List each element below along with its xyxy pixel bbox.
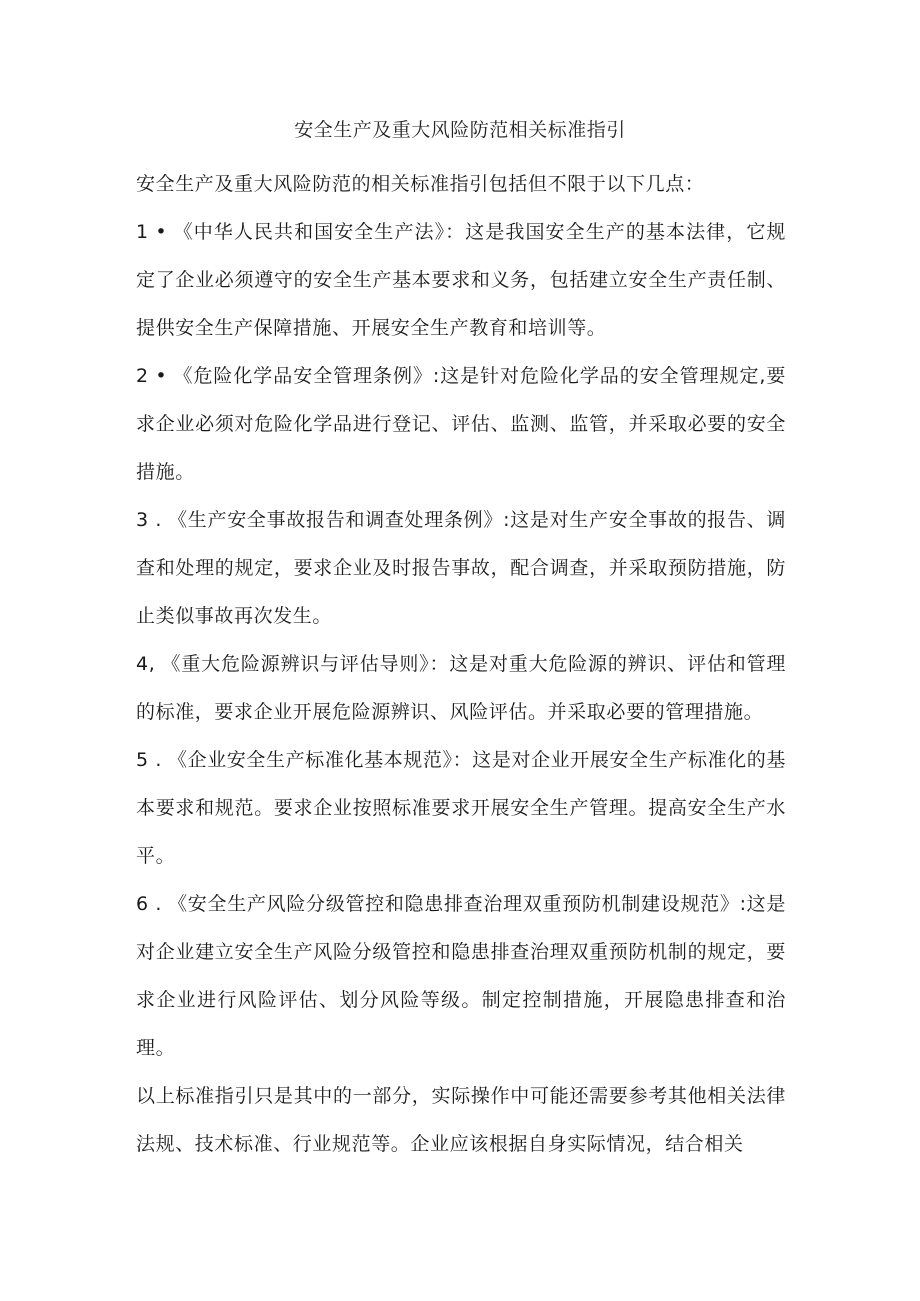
item-number: 3 . [136, 509, 162, 531]
list-item [136, 208, 786, 352]
item-text: 《中华人民共和国安全生产法》：这是我国安全生产的基本法律，它规定了企业必须遵守的安全生产基本要求和义务，包括建立安全生产责任制、提供安全生产保障措施、开展安全生产教育和培训等。 [136, 221, 786, 339]
list-item [136, 640, 786, 736]
item-number: 4, [136, 653, 156, 675]
intro-paragraph: 安全生产及重大风险防范的相关标准指引包括但不限于以下几点： [136, 173, 705, 195]
list-item [136, 880, 786, 1072]
document-body [136, 160, 786, 1168]
item-text: 《安全生产风险分级管控和隐患排查治理双重预防机制建设规范》:这是对企业建立安全生产风险分级管控和隐患排查治理双重预防机制的规定，要求企业进行风险评估、划分风险等级。制定控制措施，开展隐患排查和治理。 [136, 893, 786, 1059]
item-text: 《重大危险源辨识与评估导则》：这是对重大危险源的辨识、评估和管理的标准，要求企业开展危险源辨识、风险评估。并采取必要的管理措施。 [136, 653, 786, 723]
item-text: 《危险化学品安全管理条例》:这是针对危险化学品的安全管理规定,要求企业必须对危险化学品进行登记、评估、监测、监管，并采取必要的安全措施。 [136, 365, 786, 483]
document-title: 安全生产及重大风险防范相关标准指引 [294, 119, 626, 141]
closing-paragraph: 以上标准指引只是其中的一部分，实际操作中可能还需要参考其他相关法律法规、技术标准、行业规范等。企业应该根据自身实际情况，结合相关 [136, 1085, 786, 1155]
list-item [136, 736, 786, 880]
item-text: 《企业安全生产标准化基本规范》：这是对企业开展安全生产标准化的基本要求和规范。要求企业按照标准要求开展安全生产管理。提高安全生产水平。 [136, 749, 786, 867]
item-number: 2 • [136, 365, 168, 387]
item-number: 6 . [136, 893, 162, 915]
item-number: 5 . [136, 749, 162, 771]
item-number: 1 • [136, 221, 168, 243]
list-item [136, 352, 786, 496]
list-item [136, 496, 786, 640]
item-text: 《生产安全事故报告和调查处理条例》:这是对生产安全事故的报告、调查和处理的规定，要求企业及时报告事故，配合调查，并采取预防措施，防止类似事故再次发生。 [136, 509, 786, 627]
